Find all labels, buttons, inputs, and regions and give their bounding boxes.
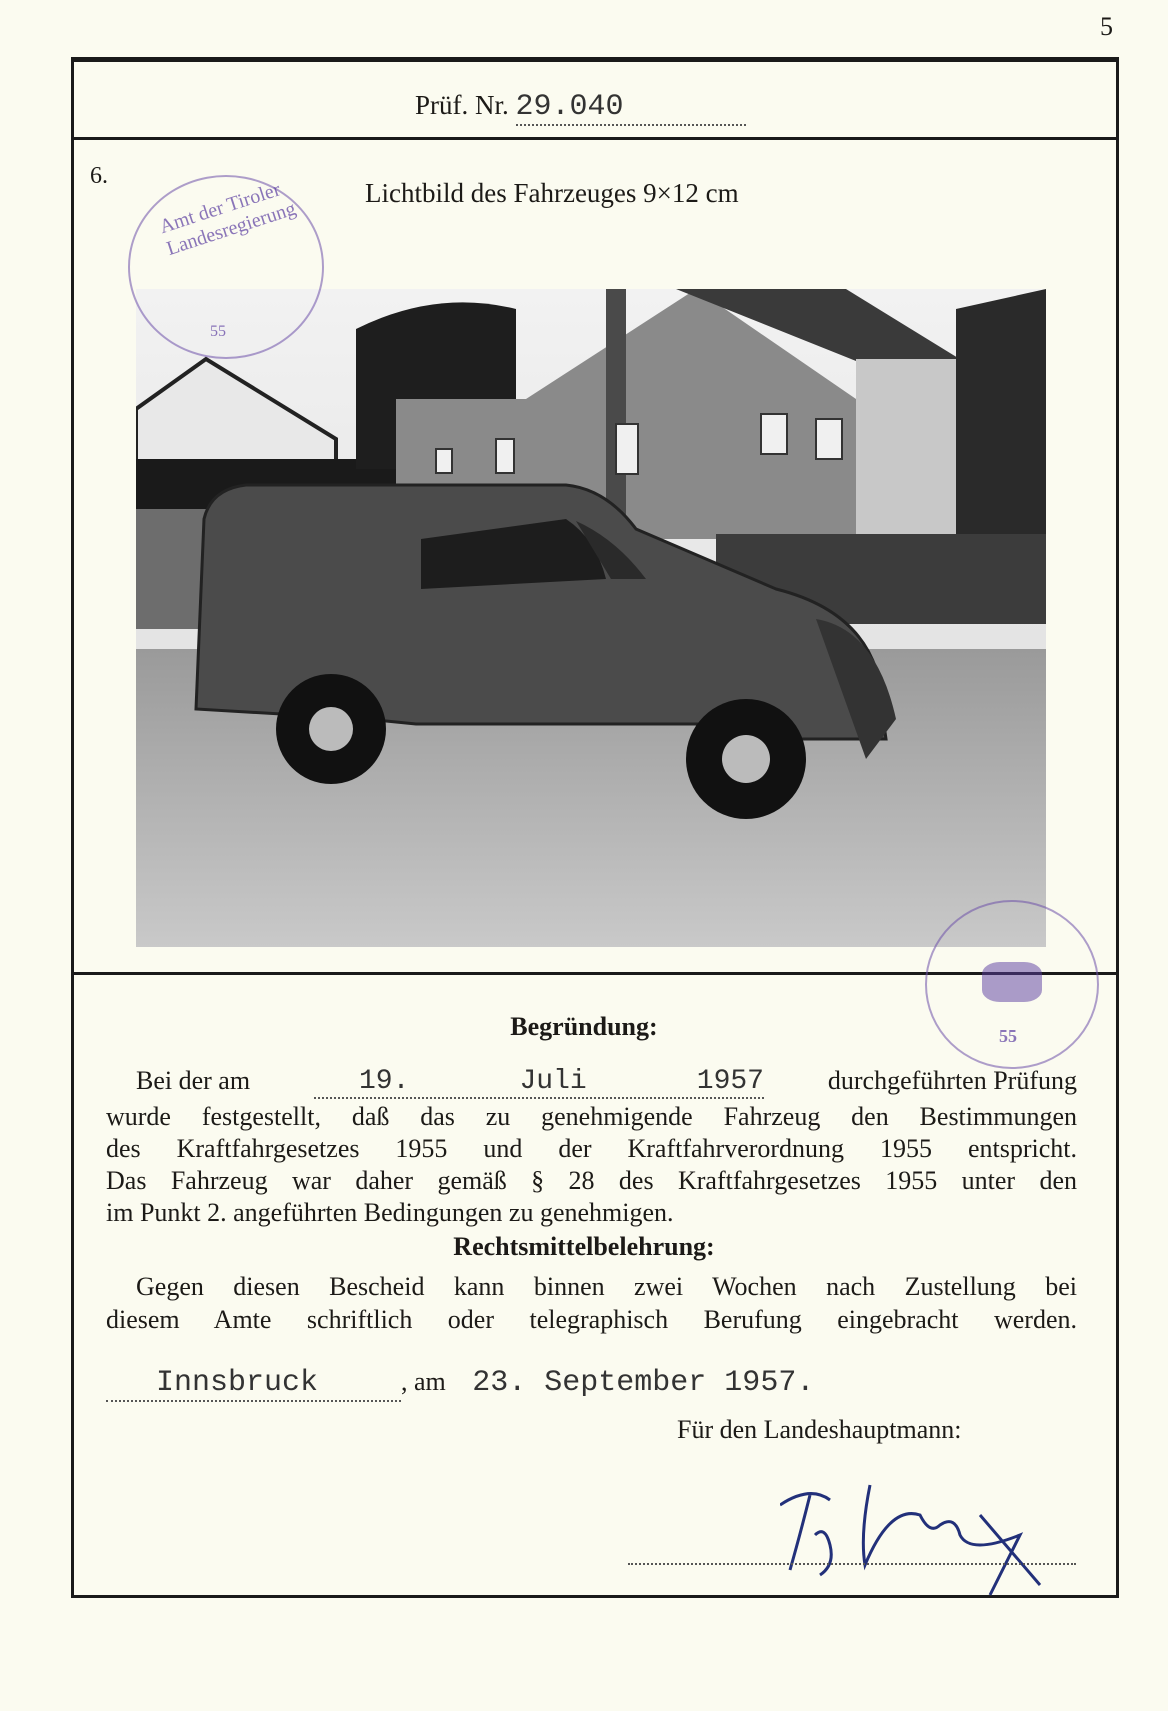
stamp-text: Amt der Tiroler Landesregierung — [156, 178, 299, 260]
begruendung-line — [106, 1066, 1077, 1099]
section-number: 6. — [90, 163, 108, 189]
stamp-number: 55 — [210, 323, 226, 340]
line-prefix: Bei der am — [136, 1066, 251, 1095]
stamp-number: 55 — [999, 1026, 1017, 1046]
text-line: wurde festgestellt, daß das zu genehmigende Fahrzeug den Bestimmungen — [106, 1102, 1077, 1131]
official-stamp — [128, 175, 324, 359]
text-line: diesem Amte schriftlich oder telegraphisch Berufung eingebracht werden. — [106, 1305, 1077, 1334]
text-line: Gegen diesen Bescheid kann binnen zwei Wochen nach Zustellung bei — [136, 1272, 1077, 1301]
place-date — [106, 1366, 814, 1402]
signature-icon — [780, 1475, 1060, 1615]
begruendung-text — [106, 1101, 1077, 1229]
begruendung-title: Begründung: — [510, 1012, 658, 1041]
rechtsmittel-text — [106, 1270, 1077, 1336]
place: Innsbruck — [106, 1366, 401, 1402]
pruef-nr — [415, 90, 746, 126]
signatory-label: Für den Landeshauptmann: — [677, 1415, 962, 1444]
page-number: 5 — [1100, 12, 1113, 41]
pruef-label: Prüf. Nr. — [415, 90, 509, 120]
divider — [71, 137, 1119, 140]
text-line: des Kraftfahrgesetzes 1955 und der Kraftfahrverordnung 1955 entspricht. — [106, 1134, 1077, 1163]
vehicle-photo-icon — [136, 289, 1046, 947]
rechtsmittel-title: Rechtsmittelbelehrung: — [453, 1232, 715, 1261]
official-stamp — [925, 900, 1099, 1069]
inspection-date: 19. Juli 1957 — [314, 1066, 764, 1099]
am-label: , am — [401, 1367, 446, 1396]
pruef-value: 29.040 — [516, 90, 746, 126]
text-line: Das Fahrzeug war daher gemäß § 28 des Kraftfahrgesetzes 1955 unter den — [106, 1166, 1077, 1195]
text-line: im Punkt 2. angeführten Bedingungen zu genehmigen. — [106, 1198, 674, 1227]
issue-date: 23. September 1957. — [472, 1366, 815, 1400]
vehicle-photo — [136, 289, 1046, 947]
line-suffix: durchgeführten Prüfung — [827, 1066, 1077, 1095]
photo-caption: Lichtbild des Fahrzeuges 9×12 cm — [365, 178, 739, 208]
signature-line — [628, 1563, 1076, 1565]
